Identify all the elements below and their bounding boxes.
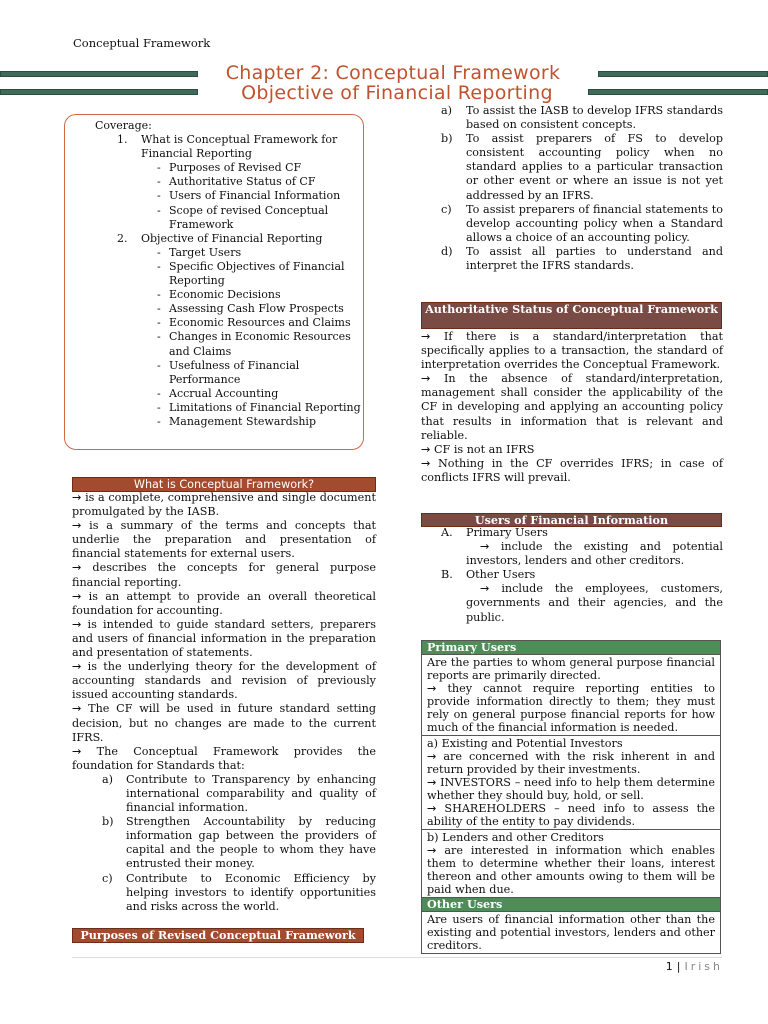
what-is-cf-body (72, 491, 376, 914)
lenders-cell (422, 830, 720, 898)
coverage-subitem: - Assessing Cash Flow Prospects (95, 302, 363, 316)
foundation-marker: b) (102, 815, 114, 829)
arrow-icon: → (72, 589, 82, 603)
authoritative-point (421, 372, 723, 442)
user-group-marker: B. (441, 568, 453, 582)
purpose-marker: b) (441, 132, 453, 146)
arrow-icon: → (427, 682, 437, 695)
coverage-subitem: - Specific Objectives of Financial Reporting (95, 260, 363, 288)
user-group (421, 568, 723, 582)
purposes-heading: Purposes of Revised Conceptual Framework (72, 928, 364, 943)
users-table (421, 640, 721, 954)
arrow-icon: → (480, 582, 490, 596)
investors-point-text: SHAREHOLDERS – need info to assess the ability of the entity to pay dividends. (427, 802, 715, 828)
coverage-item-number: 1. (117, 133, 128, 147)
authoritative-point (421, 330, 723, 372)
lenders-point-text: are interested in information which enables them to determine whether their loans, interest thereon and other amounts owing to them will be paid when due. (427, 844, 715, 896)
authoritative-heading: Authoritative Status of Conceptual Framework (421, 302, 722, 329)
other-users-definition: Are users of financial information other than the existing and potential investors, lenders and other creditors. (427, 913, 715, 952)
investors-point-text: INVESTORS – need info to help them determine whether they should buy, hold, or sell. (427, 776, 715, 802)
foundation-item (72, 815, 376, 871)
footer-separator: | (676, 960, 681, 973)
users-body (421, 526, 723, 625)
arrow-icon: → (421, 442, 431, 456)
purpose-text: To assist preparers of FS to develop consistent accounting policy when no standard applies to a particular transaction or other event or where an issue is not yet addressed by an IFRS. (466, 132, 723, 202)
lenders-point (427, 844, 715, 896)
coverage-subitem: - Usefulness of Financial Performance (95, 359, 363, 387)
purpose-text: To assist preparers of financial statements to develop accounting policy when a Standard allows a choice of an accounting policy. (466, 202, 723, 244)
primary-users-cell (422, 655, 720, 736)
what-is-point-text: is a complete, comprehensive and single document promulgated by the IASB. (72, 491, 376, 519)
page-number: 1 (665, 960, 673, 973)
arrow-icon: → (480, 540, 490, 554)
coverage-subitem: - Users of Financial Information (95, 189, 363, 203)
primary-users-note-text: they cannot require reporting entities to provide information directly to them; they must rely on general purpose financial reports for how much of the financial information is needed. (427, 682, 716, 734)
what-is-point-text: is an attempt to provide an overall theoretical foundation for accounting. (72, 589, 376, 617)
purpose-text: To assist the IASB to develop IFRS standards based on consistent concepts. (466, 104, 723, 132)
user-group-detail (421, 540, 723, 568)
page-footer (666, 960, 723, 974)
foundation-text: Contribute to Transparency by enhancing international comparability and quality of financial information. (126, 772, 376, 815)
foundation-item (72, 872, 376, 914)
coverage-item (95, 133, 363, 161)
coverage-subitem: - Accrual Accounting (95, 387, 363, 401)
investors-cell (422, 736, 720, 830)
arrow-icon: → (421, 456, 431, 470)
purpose-item (421, 245, 723, 273)
running-header: Conceptual Framework (73, 36, 211, 50)
what-is-point (72, 590, 376, 618)
purposes-list (421, 104, 723, 273)
what-is-point-text: is intended to guide standard setters, preparers and users of financial information in the preparation and presentation of statements. (72, 617, 376, 660)
user-group-detail-text: include the existing and potential investors, lenders and other creditors. (466, 540, 723, 568)
investors-point (427, 802, 715, 828)
arrow-icon: → (72, 660, 82, 674)
authoritative-point-text: CF is not an IFRS (433, 442, 535, 456)
arrow-icon: → (72, 519, 82, 533)
arrow-icon: → (427, 750, 437, 763)
authoritative-point-text: In the absence of standard/interpretation, management shall consider the applicability of the CF in developing and applying an accounting policy that results in information that is relevant and reliable. (421, 372, 723, 442)
primary-users-note (427, 682, 715, 734)
arrow-icon: → (427, 776, 437, 789)
what-is-point (72, 618, 376, 660)
what-is-point-text: is a summary of the terms and concepts that underlie the preparation and presentation of financial statements for external users. (72, 519, 376, 561)
purpose-item (421, 203, 723, 245)
users-heading: Users of Financial Information (421, 513, 722, 527)
investors-heading: a) Existing and Potential Investors (427, 737, 623, 750)
what-is-point (72, 660, 376, 702)
coverage-item-label: Objective of Financial Reporting (141, 231, 323, 245)
authoritative-point (421, 457, 723, 485)
arrow-icon: → (427, 844, 437, 857)
user-group-label: Primary Users (466, 526, 548, 539)
coverage-heading: Coverage: (95, 119, 152, 132)
foundation-text: Strengthen Accountability by reducing information gap between the providers of capital and the people to whom they have entrusted their money. (126, 815, 376, 871)
coverage-item-number: 2. (117, 231, 128, 245)
lenders-heading: b) Lenders and other Creditors (427, 831, 604, 844)
chapter-subtitle: Objective of Financial Reporting (241, 82, 553, 104)
purpose-marker: a) (441, 104, 453, 117)
arrow-icon: → (72, 702, 82, 716)
arrow-icon: → (72, 561, 82, 575)
arrow-icon: → (427, 802, 437, 815)
purpose-item (421, 104, 723, 132)
coverage-subitem: - Changes in Economic Resources and Claims (95, 330, 363, 358)
what-is-cf-heading: What is Conceptual Framework? (72, 477, 376, 492)
foundation-marker: a) (102, 772, 114, 786)
purpose-marker: c) (441, 202, 452, 216)
arrow-icon: → (421, 372, 431, 386)
coverage-subitem: - Management Stewardship (95, 415, 363, 429)
investors-point (427, 750, 715, 776)
footer-rule (72, 957, 722, 958)
what-is-point (72, 491, 376, 519)
what-is-point-text: is the underlying theory for the development of accounting standards and revision of previously issued accounting standards. (72, 660, 376, 702)
coverage-list (95, 119, 363, 429)
coverage-subitem: - Purposes of Revised CF (95, 161, 363, 175)
what-is-point-text: The Conceptual Framework provides the foundation for Standards that: (72, 744, 376, 772)
purpose-item (421, 132, 723, 202)
user-group-label: Other Users (466, 568, 536, 582)
arrow-icon: → (421, 330, 431, 343)
coverage-subitem: - Target Users (95, 246, 363, 260)
author-name: Irish (684, 960, 723, 973)
investors-point-text: are concerned with the risk inherent in and return provided by their investments. (427, 750, 715, 776)
user-group-detail (421, 582, 723, 624)
authoritative-body (421, 330, 723, 485)
coverage-subitem: - Limitations of Financial Reporting (95, 401, 363, 415)
coverage-subitem: - Economic Resources and Claims (95, 316, 363, 330)
authoritative-point-text: Nothing in the CF overrides IFRS; in case of conflicts IFRS will prevail. (421, 456, 723, 484)
user-group (421, 526, 723, 540)
what-is-point (72, 561, 376, 589)
arrow-icon: → (72, 617, 82, 631)
primary-users-header: Primary Users (422, 641, 720, 655)
foundation-marker: c) (102, 871, 113, 885)
authoritative-point (421, 443, 723, 457)
authoritative-point-text: If there is a standard/interpretation that specifically applies to a transaction, the standard of interpretation overrides the Conceptual Framework. (421, 330, 723, 372)
arrow-icon: → (72, 744, 82, 758)
purpose-marker: d) (441, 244, 453, 258)
user-group-marker: A. (441, 526, 453, 539)
other-users-header: Other Users (422, 898, 720, 912)
what-is-point-text: The CF will be used in future standard setting decision, but no changes are made to the current IFRS. (72, 702, 377, 744)
what-is-point (72, 702, 376, 744)
foundation-item (72, 773, 376, 815)
coverage-subitem: - Economic Decisions (95, 288, 363, 302)
primary-users-definition: Are the parties to whom general purpose financial reports are primarily directed. (427, 656, 715, 682)
arrow-icon: → (72, 491, 82, 504)
coverage-subitem: - Scope of revised Conceptual Framework (95, 204, 363, 232)
what-is-point (72, 519, 376, 561)
purpose-text: To assist all parties to understand and interpret the IFRS standards. (466, 244, 723, 273)
chapter-title: Chapter 2: Conceptual Framework (225, 62, 561, 84)
coverage-item-label: What is Conceptual Framework for Financial Reporting (141, 133, 338, 161)
coverage-item (95, 232, 363, 246)
what-is-point-text: describes the concepts for general purpose financial reporting. (72, 561, 376, 589)
coverage-subitem: - Authoritative Status of CF (95, 175, 363, 189)
user-group-detail-text: include the employees, customers, governments and their agencies, and the public. (466, 582, 723, 624)
foundation-text: Contribute to Economic Efficiency by helping investors to identify opportunities and risks across the world. (126, 871, 376, 913)
what-is-point (72, 745, 376, 773)
investors-point (427, 776, 715, 802)
